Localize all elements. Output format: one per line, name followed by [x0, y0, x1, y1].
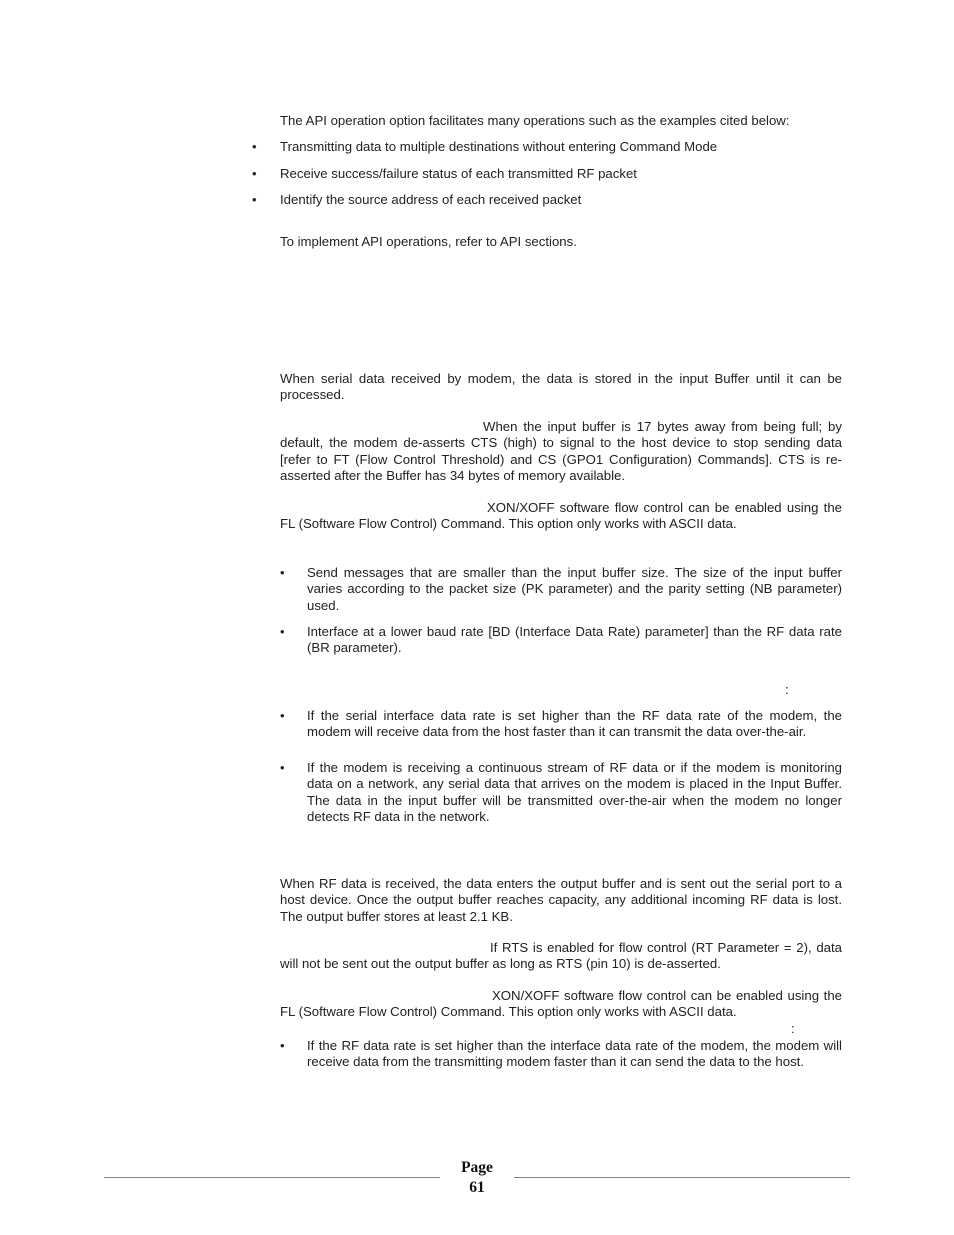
api-implement-note: To implement API operations, refer to API sections. — [280, 234, 577, 249]
input-buffer-colon: : — [785, 682, 789, 697]
output-buffer-paragraph-1: When RF data is received, the data enters the output buffer and is sent out the serial port to a host device. Once the output buffer reaches capacity, any additional incoming RF data is lost. The output buffer stores at least 2.1 KB. — [280, 876, 842, 924]
input-buffer-paragraph-3: XON/XOFF software flow control can be enabled using the FL (Software Flow Control) Command. This option only works with ASCII data. — [280, 500, 842, 532]
api-intro: The API operation option facilitates many operations such as the examples cited below: — [280, 113, 790, 128]
input-buffer-bullet-a2: Interface at a lower baud rate [BD (Interface Data Rate) parameter] than the RF data rate (BR parameter). — [307, 624, 842, 656]
page-number-value: 61 — [469, 1179, 485, 1196]
bullet-icon: • — [280, 708, 285, 723]
api-bullet-2: Receive success/failure status of each transmitted RF packet — [280, 166, 637, 181]
page-number — [440, 1158, 514, 1198]
bullet-icon: • — [280, 624, 285, 639]
input-buffer-bullet-a1: Send messages that are smaller than the input buffer size. The size of the input buffer varies according to the packet size (PK parameter) and the parity setting (NB parameter) used. — [307, 565, 842, 613]
input-buffer-bullet-b2: If the modem is receiving a continuous stream of RF data or if the modem is monitoring data on a network, any serial data that arrives on the modem is placed in the Input Buffer. The data in the input buffer will be transmitted over-the-air when the modem no longer detects RF data in the network. — [307, 760, 842, 824]
input-buffer-paragraph-2: When the input buffer is 17 bytes away from being full; by default, the modem de-asserts CTS (high) to signal to the host device to stop sending data [refer to FT (Flow Control Threshold) and CS (GPO1 Configuration) Commands]. CTS is re-asserted after the Buffer has 34 bytes of memory available. — [280, 419, 842, 483]
bullet-icon: • — [280, 565, 285, 580]
output-buffer-colon: : — [791, 1021, 795, 1036]
page-word: Page — [461, 1159, 493, 1176]
input-buffer-paragraph-1: When serial data received by modem, the data is stored in the input Buffer until it can be processed. — [280, 371, 842, 403]
api-bullet-3: Identify the source address of each received packet — [280, 192, 582, 207]
output-buffer-paragraph-2: If RTS is enabled for flow control (RT Parameter = 2), data will not be sent out the output buffer as long as RTS (pin 10) is de-asserted. — [280, 940, 842, 972]
api-bullet-1: Transmitting data to multiple destinations without entering Command Mode — [280, 139, 718, 154]
bullet-icon: • — [280, 1038, 285, 1053]
output-buffer-paragraph-3: XON/XOFF software flow control can be enabled using the FL (Software Flow Control) Command. This option only works with ASCII data. — [280, 988, 842, 1020]
output-buffer-bullet-1: If the RF data rate is set higher than the interface data rate of the modem, the modem will receive data from the transmitting modem faster than it can send the data to the host. — [307, 1038, 842, 1070]
bullet-icon: • — [252, 166, 257, 181]
footer-rule-right — [514, 1177, 850, 1178]
bullet-icon: • — [252, 139, 257, 154]
bullet-icon: • — [280, 760, 285, 775]
input-buffer-bullet-b1: If the serial interface data rate is set higher than the RF data rate of the modem, the modem will receive data from the host faster than it can transmit the data over-the-air. — [307, 708, 842, 740]
footer-rule-left — [104, 1177, 440, 1178]
bullet-icon: • — [252, 192, 257, 207]
